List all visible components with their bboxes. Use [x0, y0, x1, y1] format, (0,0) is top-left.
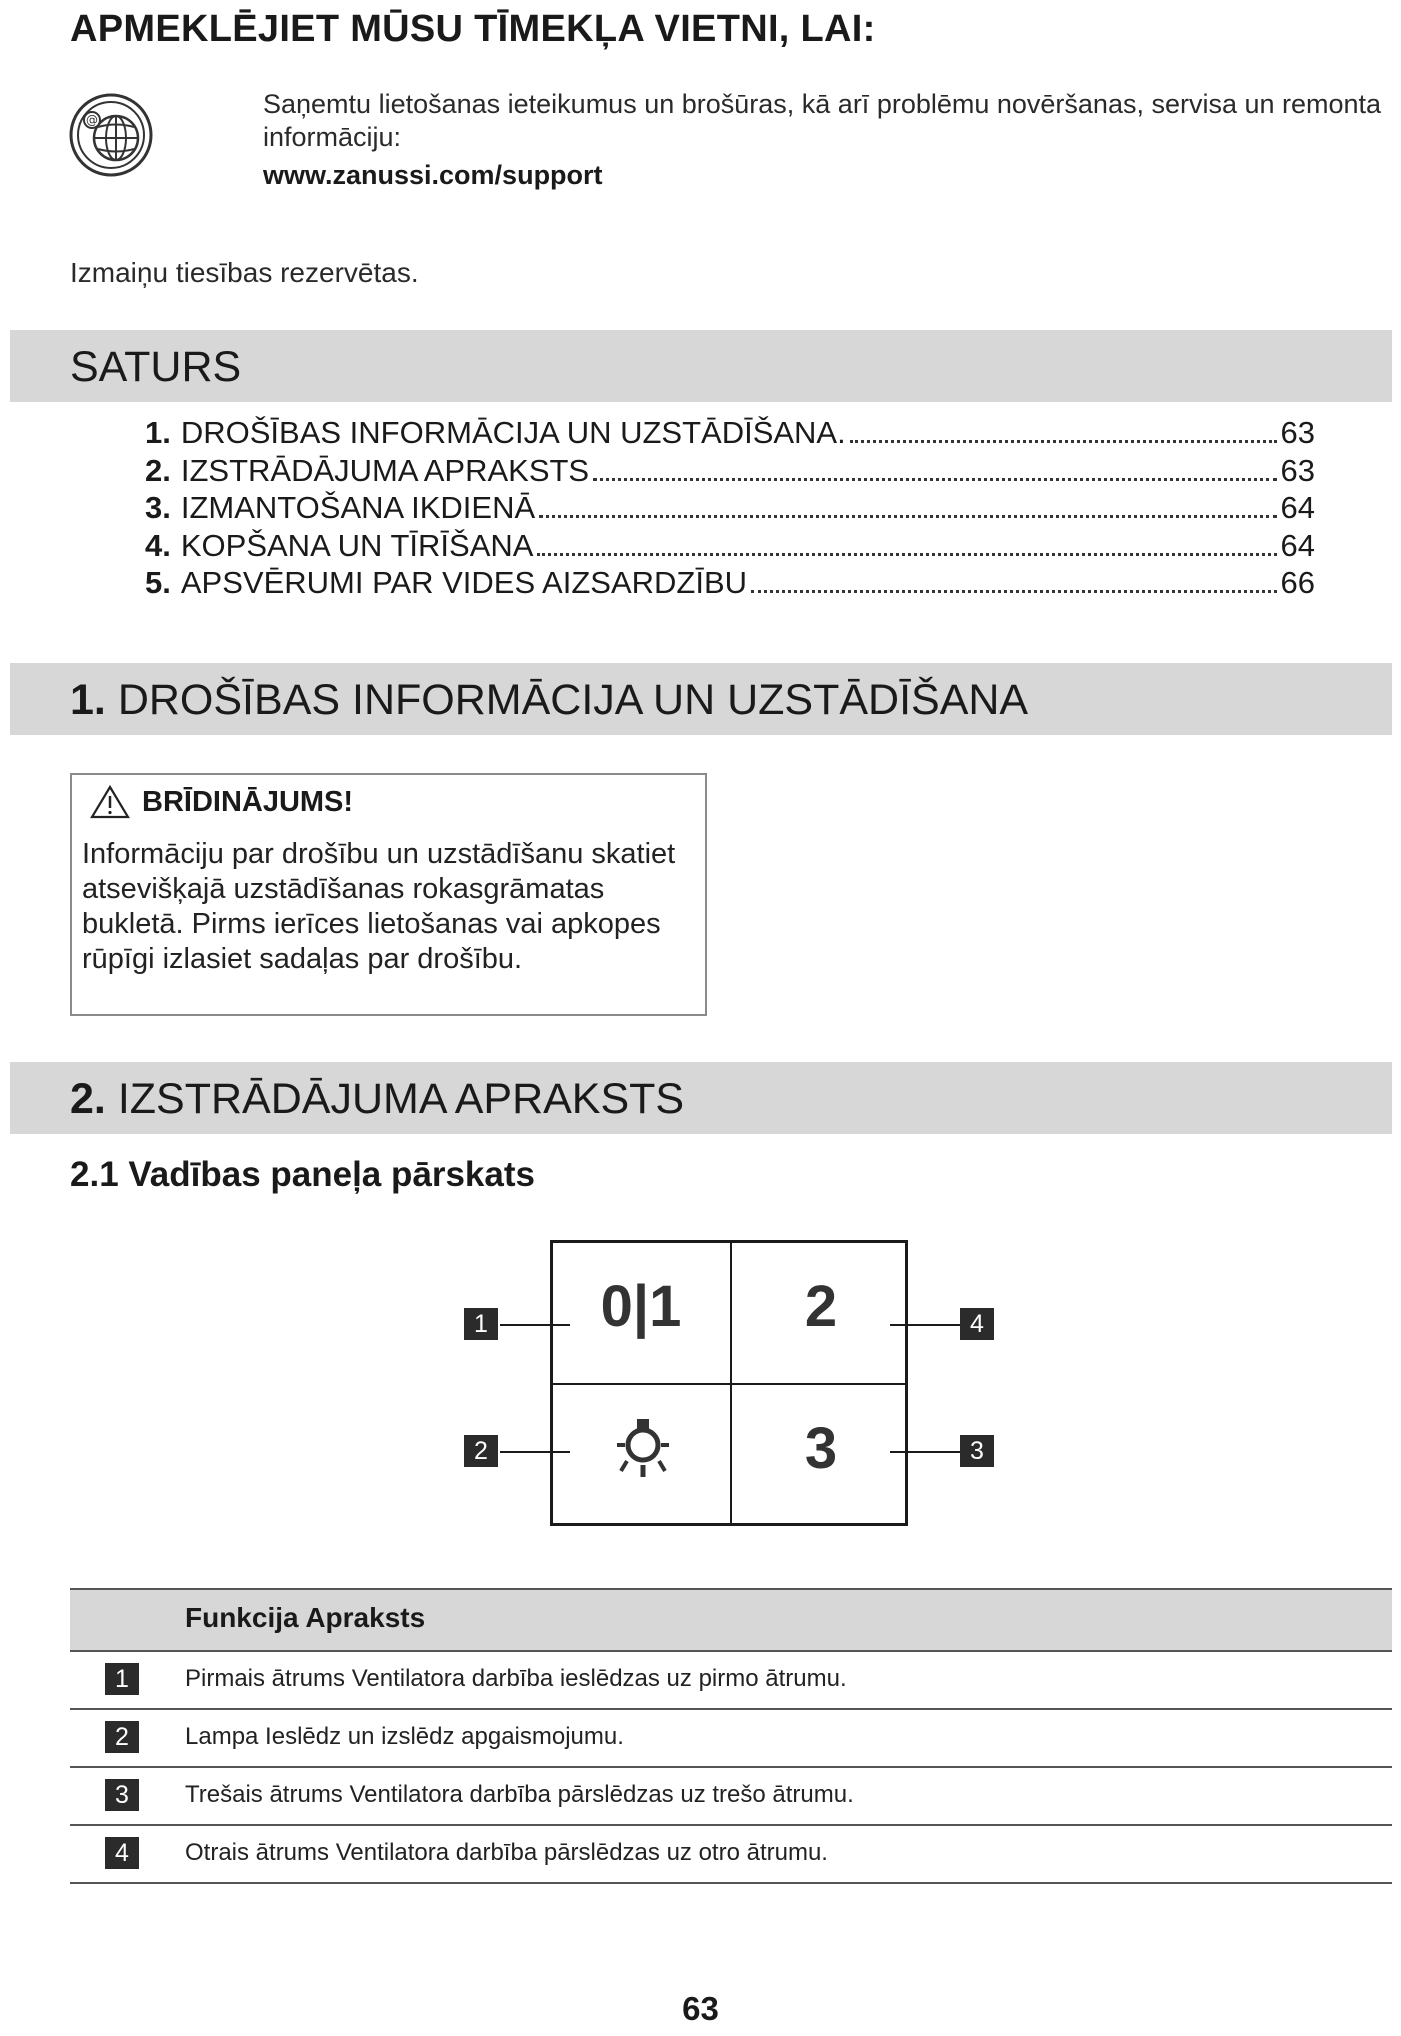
section2-title-text: IZSTRĀDĀJUMA APRAKSTS — [117, 1075, 685, 1123]
svg-text:@: @ — [86, 113, 98, 127]
section2-title — [70, 1075, 684, 1124]
toc-item-page: 66 — [1280, 565, 1315, 600]
row-number: 2 — [105, 1721, 139, 1753]
toc-item-page: 63 — [1280, 415, 1315, 450]
toc-item-label: IZMANTOŠANA IKDIENĀ — [180, 490, 536, 525]
speed2-button-label[interactable]: 2 — [804, 1274, 838, 1339]
page-heading: APMEKLĒJIET MŪSU TĪMEKĻA VIETNI, LAI: — [70, 8, 876, 50]
toc-item-number: 4. — [145, 527, 171, 563]
support-description: Saņemtu lietošanas ieteikumus un brošūras, kā arī problēmu novēršanas, servisa un remonta informāciju: — [263, 89, 1382, 152]
callout-2: 2 — [464, 1435, 498, 1467]
table-row — [70, 1768, 1392, 1826]
toc-item-label: APSVĒRUMI PAR VIDES AIZSARDZĪBU — [180, 565, 748, 600]
table-of-contents — [145, 414, 1315, 602]
warning-body: Informāciju par drošību un uzstādīšanu skatiet atsevišķajā uzstādīšanas rokasgrāmatas bukletā. Pirms ierīces lietošanas vai apkopes rūpīgi izlasiet sadaļas par drošību. — [82, 838, 676, 975]
speed3-button-label[interactable]: 3 — [804, 1416, 838, 1481]
toc-item-number: 5. — [145, 565, 171, 600]
row-number: 4 — [105, 1837, 139, 1869]
toc-item-label: DROŠĪBAS INFORMĀCIJA UN UZSTĀDĪŠANA. — [180, 415, 846, 450]
globe-icon — [68, 92, 154, 178]
toc-item-number: 1. — [145, 415, 171, 450]
table-row — [70, 1652, 1392, 1710]
rights-notice: Izmaiņu tiesības rezervētas. — [70, 257, 419, 288]
toc-item-page: 63 — [1280, 452, 1315, 488]
toc-item-number: 2. — [145, 452, 171, 488]
warning-header — [90, 785, 353, 819]
toc-title: SATURS — [70, 343, 242, 391]
section1-number: 1. — [70, 676, 106, 724]
power-button-label[interactable]: 0|1 — [600, 1274, 682, 1339]
row-number: 3 — [105, 1779, 139, 1811]
support-link[interactable]: www.zanussi.com/support — [263, 160, 603, 190]
section1-title-text: DROŠĪBAS INFORMĀCIJA UN UZSTĀDĪŠANA — [117, 676, 1029, 724]
toc-item-number: 3. — [145, 490, 171, 525]
toc-item[interactable] — [145, 414, 1315, 452]
callout-1: 1 — [464, 1308, 498, 1340]
callout-4: 4 — [960, 1308, 994, 1340]
toc-item-page: 64 — [1280, 527, 1315, 563]
toc-item-label: IZSTRĀDĀJUMA APRAKSTS — [180, 452, 590, 488]
table-header — [70, 1588, 1392, 1652]
warning-triangle-icon — [90, 785, 130, 819]
callout-3: 3 — [960, 1435, 994, 1467]
subsection-title: 2.1 Vadības paneļa pārskats — [70, 1155, 535, 1194]
section2-number: 2. — [70, 1075, 106, 1123]
table-row — [70, 1826, 1392, 1884]
section1-title — [70, 676, 1028, 725]
toc-item-page: 64 — [1280, 490, 1315, 525]
row-text: Otrais ātrums Ventilatora darbība pārslēdzas uz otro ātrumu. — [185, 1839, 828, 1866]
toc-item[interactable] — [145, 452, 1315, 490]
table-row — [70, 1710, 1392, 1768]
control-panel-diagram — [550, 1240, 908, 1526]
table-header-label: Funkcija Apraksts — [185, 1602, 426, 1633]
page-number: 63 — [682, 1990, 719, 2027]
row-number: 1 — [105, 1663, 139, 1695]
toc-item-label: KOPŠANA UN TĪRĪŠANA — [180, 527, 534, 563]
lamp-icon[interactable] — [611, 1415, 675, 1485]
toc-item[interactable] — [145, 564, 1315, 602]
row-text: Pirmais ātrums Ventilatora darbība ieslēdzas uz pirmo ātrumu. — [185, 1665, 847, 1692]
toc-item[interactable] — [145, 489, 1315, 527]
warning-title: BRĪDINĀJUMS! — [142, 785, 354, 818]
row-text: Trešais ātrums Ventilatora darbība pārslēdzas uz trešo ātrumu. — [185, 1781, 854, 1808]
row-text: Lampa Ieslēdz un izslēdz apgaismojumu. — [185, 1723, 624, 1750]
toc-item[interactable] — [145, 527, 1315, 565]
warning-box — [70, 773, 707, 1016]
function-table — [70, 1588, 1392, 1884]
